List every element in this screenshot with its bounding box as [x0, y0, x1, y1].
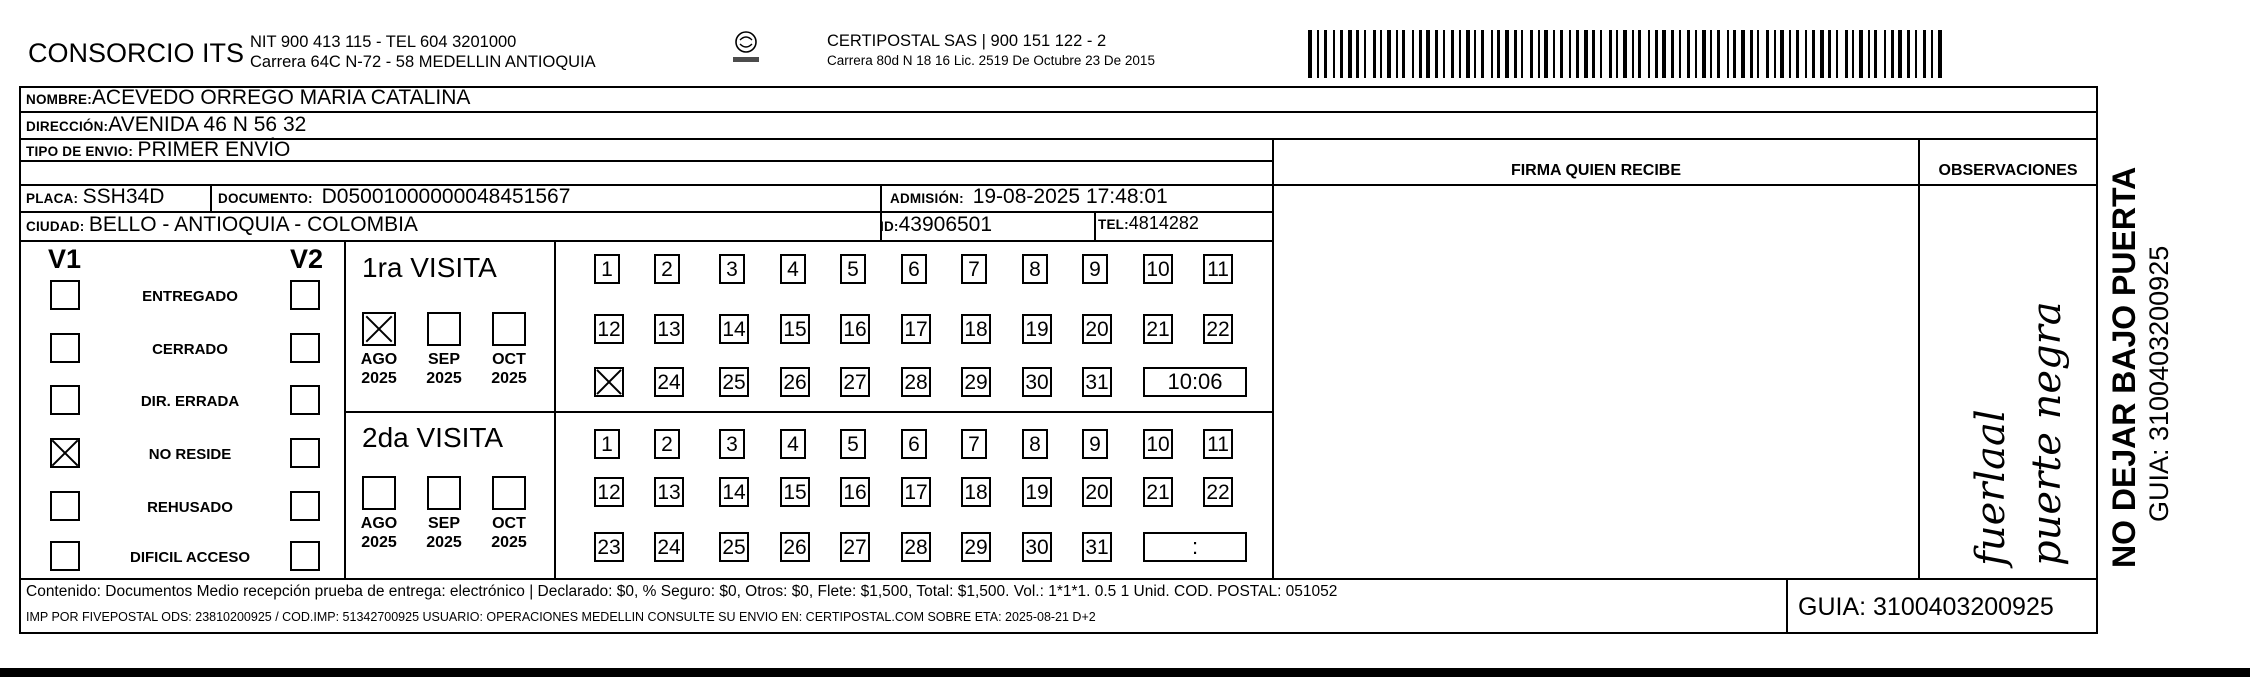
day-box: 12: [594, 477, 624, 507]
tel-value: 4814282: [1128, 213, 1199, 233]
day-box: 20: [1082, 314, 1112, 344]
ciudad-label: CIUDAD:: [26, 219, 85, 234]
day-box: 28: [901, 367, 931, 397]
day-box: 10: [1143, 429, 1173, 459]
certipostal-info: [827, 32, 1155, 70]
day-box: 25: [719, 367, 749, 397]
status-v1-checkbox: [50, 385, 80, 415]
divider: [344, 411, 1274, 413]
month-name: AGO: [360, 351, 398, 368]
day-box: 29: [961, 532, 991, 562]
day-box: 31: [1082, 532, 1112, 562]
day-box: 16: [840, 477, 870, 507]
day-box: 30: [1022, 367, 1052, 397]
placa-label: PLACA:: [26, 191, 79, 206]
day-box: 4: [780, 429, 806, 459]
day-box: 26: [780, 532, 810, 562]
day-box: 13: [654, 314, 684, 344]
status-v1-checkbox: [50, 438, 80, 468]
divider: [1786, 578, 1788, 634]
day-box: 29: [961, 367, 991, 397]
tipo-row: [26, 138, 290, 162]
day-box: 1: [594, 429, 620, 459]
day-box: 15: [780, 314, 810, 344]
status-v1-checkbox: [50, 491, 80, 521]
day-box: 3: [719, 429, 745, 459]
month-year: 2025: [426, 370, 462, 387]
placa-row: [26, 185, 164, 209]
month-checkbox: [362, 312, 396, 346]
divider: [344, 240, 346, 578]
divider: [19, 240, 1273, 242]
divider: [554, 240, 556, 578]
month-year: 2025: [361, 534, 397, 551]
status-v1-checkbox: [50, 333, 80, 363]
day-box: 14: [719, 314, 749, 344]
month-checkbox: [492, 476, 526, 510]
footer-guia: GUIA: 3100403200925: [1798, 593, 2054, 621]
nombre-row: [26, 86, 470, 110]
day-box: 22: [1203, 477, 1233, 507]
day-box: 23: [594, 532, 624, 562]
ciudad-value: BELLO - ANTIOQUIA - COLOMBIA: [88, 213, 418, 236]
documento-row: [218, 185, 570, 209]
nombre-value: ACEVEDO ORREGO MARIA CATALINA: [91, 86, 471, 109]
ciudad-row: [26, 213, 418, 237]
day-box: 21: [1143, 477, 1173, 507]
status-v2-checkbox: [290, 491, 320, 521]
side-warning: NO DEJAR BAJO PUERTA: [2106, 166, 2142, 568]
day-box: 14: [719, 477, 749, 507]
month-year: 2025: [426, 534, 462, 551]
day-box: 27: [840, 532, 870, 562]
month-label: [423, 350, 465, 388]
bottom-edge: [0, 668, 2250, 677]
day-box: 16: [840, 314, 870, 344]
company-info: [250, 32, 596, 72]
admision-row: [890, 185, 1168, 209]
day-box: 10: [1143, 254, 1173, 284]
day-box: 12: [594, 314, 624, 344]
status-v2-checkbox: [290, 438, 320, 468]
day-box: 11: [1203, 429, 1233, 459]
day-box: 8: [1022, 254, 1048, 284]
day-box: [594, 367, 624, 397]
month-name: OCT: [492, 351, 526, 368]
month-name: SEP: [427, 351, 460, 368]
divider: [1272, 138, 1274, 578]
status-label: CERRADO: [152, 341, 228, 358]
certipostal-line: CERTIPOSTAL SAS | 900 151 122 - 2: [827, 32, 1107, 50]
id-row: [880, 213, 992, 237]
firma-label: FIRMA QUIEN RECIBE: [1510, 162, 1682, 179]
barcode: [1308, 30, 1942, 78]
month-name: AGO: [360, 515, 398, 532]
day-box: 13: [654, 477, 684, 507]
address-line: Carrera 64C N-72 - 58 MEDELLIN ANTIOQUIA: [250, 53, 596, 71]
day-box: 6: [901, 429, 927, 459]
tipo-label: TIPO DE ENVIO:: [26, 144, 134, 159]
day-box: 6: [901, 254, 927, 284]
day-box: 17: [901, 314, 931, 344]
admision-value: 19-08-2025 17:48:01: [972, 185, 1168, 208]
divider: [1918, 138, 1920, 578]
company-name: CONSORCIO ITS: [28, 38, 245, 68]
day-box: 7: [961, 254, 987, 284]
divider: [19, 111, 2098, 113]
status-label: REHUSADO: [147, 499, 233, 516]
direccion-row: [26, 113, 306, 137]
v2-label: V2: [290, 244, 324, 274]
day-box: 9: [1082, 254, 1108, 284]
id-value: 43906501: [898, 213, 993, 236]
month-checkbox: [362, 476, 396, 510]
day-box: 30: [1022, 532, 1052, 562]
certipostal-address: Carrera 80d N 18 16 Lic. 2519 De Octubre 23 De 2015: [827, 53, 1155, 68]
day-box: 24: [654, 367, 684, 397]
side-guia: GUIA: 3100403200925: [2144, 245, 2174, 522]
observaciones-handwriting-1: fuerlaal: [1968, 409, 2014, 566]
direccion-label: DIRECCIÓN:: [26, 119, 109, 134]
nit-line: NIT 900 413 115 - TEL 604 3201000: [250, 33, 517, 51]
day-box: 15: [780, 477, 810, 507]
day-box: 26: [780, 367, 810, 397]
month-year: 2025: [491, 370, 527, 387]
divider: [210, 184, 212, 211]
day-box: 20: [1082, 477, 1112, 507]
visit-time: 10:06: [1143, 367, 1247, 397]
day-box: 9: [1082, 429, 1108, 459]
status-label: NO RESIDE: [148, 446, 232, 463]
day-box: 25: [719, 532, 749, 562]
status-v1-checkbox: [50, 280, 80, 310]
day-box: 24: [654, 532, 684, 562]
status-label: ENTREGADO: [142, 288, 238, 305]
day-box: 4: [780, 254, 806, 284]
status-v1-checkbox: [50, 541, 80, 571]
day-box: 5: [840, 429, 866, 459]
status-v2-checkbox: [290, 541, 320, 571]
day-box: 22: [1203, 314, 1233, 344]
visit-time: :: [1143, 532, 1247, 562]
divider: [19, 138, 2098, 140]
month-name: OCT: [492, 515, 526, 532]
tel-row: [1098, 213, 1199, 234]
certipostal-logo-icon: [730, 30, 762, 66]
v1-label: V1: [48, 244, 82, 274]
month-label: [488, 514, 530, 552]
month-label: [488, 350, 530, 388]
day-box: 2: [654, 254, 680, 284]
id-label: ID:: [880, 219, 899, 234]
status-label: DIR. ERRADA: [140, 393, 240, 410]
month-year: 2025: [491, 534, 527, 551]
month-checkbox: [427, 476, 461, 510]
nombre-label: NOMBRE:: [26, 92, 92, 107]
placa-value: SSH34D: [82, 185, 165, 208]
day-box: 18: [961, 314, 991, 344]
month-checkbox: [427, 312, 461, 346]
month-label: [423, 514, 465, 552]
status-v2-checkbox: [290, 280, 320, 310]
day-box: 7: [961, 429, 987, 459]
day-box: 19: [1022, 314, 1052, 344]
direccion-value: AVENIDA 46 N 56 32: [108, 113, 307, 136]
day-box: 19: [1022, 477, 1052, 507]
visit1-title: 1ra VISITA: [362, 252, 497, 283]
day-box: 17: [901, 477, 931, 507]
day-box: 21: [1143, 314, 1173, 344]
documento-label: DOCUMENTO:: [218, 191, 313, 206]
month-label: [358, 514, 400, 552]
status-label: DIFICIL ACCESO: [129, 549, 250, 566]
day-box: 3: [719, 254, 745, 284]
day-box: 31: [1082, 367, 1112, 397]
day-box: 5: [840, 254, 866, 284]
observaciones-handwriting-2: puerte negra: [2024, 301, 2070, 566]
documento-value: D05001000000048451567: [321, 185, 571, 208]
tel-label: TEL:: [1098, 217, 1129, 232]
status-v2-checkbox: [290, 333, 320, 363]
day-box: 11: [1203, 254, 1233, 284]
month-label: [358, 350, 400, 388]
status-v2-checkbox: [290, 385, 320, 415]
footer-content: Contenido: Documentos Medio recepción prueba de entrega: electrónico | Declarado: $0, % Seguro: $0, Otros: $0, Flete: $1,500, Total: $1,500. Vol.: 1*1*1. 0.5 1 Unid. COD. POSTAL: 051052: [26, 583, 1338, 600]
day-box: 27: [840, 367, 870, 397]
divider: [1094, 211, 1096, 240]
tipo-value: PRIMER ENVÍO: [137, 138, 291, 161]
month-year: 2025: [361, 370, 397, 387]
footer-print-info: IMP POR FIVEPOSTAL ODS: 23810200925 / COD.IMP: 51342700925 USUARIO: OPERACIONES MEDELLIN CONSULTE SU ENVIO EN: CERTIPOSTAL.COM SOBRE ETA: 2025-08-21 D+2: [26, 610, 1096, 624]
day-box: 18: [961, 477, 991, 507]
observaciones-label: OBSERVACIONES: [1938, 162, 2078, 179]
visit2-title: 2da VISITA: [362, 422, 504, 453]
day-box: 2: [654, 429, 680, 459]
month-name: SEP: [427, 515, 460, 532]
day-box: 8: [1022, 429, 1048, 459]
month-checkbox: [492, 312, 526, 346]
day-box: 1: [594, 254, 620, 284]
day-box: 28: [901, 532, 931, 562]
admision-label: ADMISIÓN:: [890, 191, 964, 206]
